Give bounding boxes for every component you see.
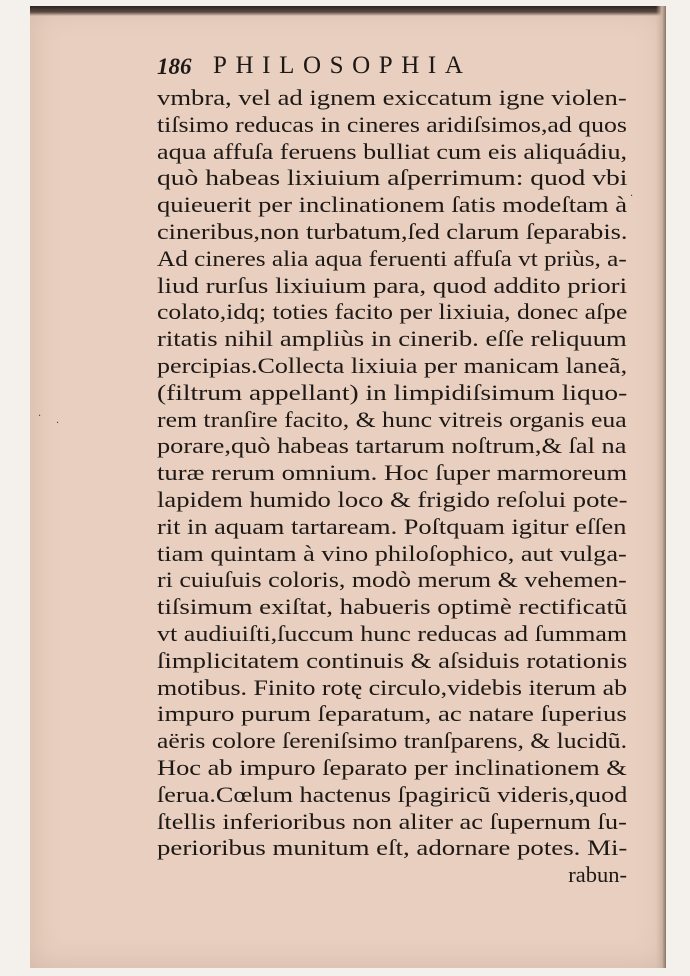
text-line: impuro purum ſeparatum, ac natare ſuperius <box>157 701 627 727</box>
text-line: percipias.Collecta lixiuia per manicam laneã, <box>157 352 628 378</box>
text-line: colato,idq; toties facito per lixiuia, donec aſpe <box>157 299 628 325</box>
running-head: PHILOSOPHIA <box>213 52 472 79</box>
text-line: aqua affuſa feruens bulliat cum eis aliquádiu, <box>157 138 628 164</box>
text-line: cineribus,non turbatum,ſed clarum ſeparabis. <box>157 218 628 244</box>
text-line: ſtellis inferioribus non aliter ac ſupernum ſu- <box>157 808 627 834</box>
text-line: (filtrum appellant) in limpidiſsimum liquo- <box>157 379 628 405</box>
text-line: ritatis nihil ampliùs in cinerib. eſſe reliquum <box>157 326 627 352</box>
text-line: turæ rerum omnium. Hoc ſuper marmoreum <box>157 460 628 486</box>
text-line: aëris colore ſereniſsimo tranſparens, & lucidũ. <box>157 728 627 754</box>
book-page <box>30 6 666 968</box>
text-line: tiam quintam à vino philoſophico, aut vulga- <box>157 540 627 566</box>
catchword: rabun- <box>568 862 627 888</box>
text-line: ri cuiuſuis coloris, modò merum & vehemen- <box>157 567 627 593</box>
text-line: quò habeas lixiuium aſperrimum: quod vbi <box>157 165 628 191</box>
text-line: perioribus munitum eſt, adornare potes. Mi- <box>157 835 628 861</box>
text-line: Ad cineres alia aqua feruenti affuſa vt priùs, a- <box>157 245 627 271</box>
text-line: motibus. Finito rotę circulo,videbis iterum ab <box>157 674 628 700</box>
text-line: Hoc ab impuro ſeparato per inclinationem & <box>157 754 627 780</box>
text-line: porare,quò habeas tartarum noſtrum,& ſal na <box>157 433 627 459</box>
text-line: ſerua.Cœlum hactenus ſpagiricũ videris,quod <box>157 781 628 807</box>
text-line: lapidem humido loco & frigido reſolui pote- <box>157 486 628 512</box>
text-line: vt audiuiſti,ſuccum hunc reducas ad ſummam <box>157 620 628 646</box>
text-line: rem tranſire facito, & hunc vitreis organis eua <box>157 406 627 432</box>
text-line: tiſsimo reducas in cineres aridiſsimos,ad quos <box>157 111 627 137</box>
paper-speck: · <box>56 418 60 429</box>
body-text <box>157 85 657 889</box>
text-line: vmbra, vel ad ignem exiccatum igne violen- <box>157 85 627 110</box>
text-line: quieuerit per inclinationem ſatis modeſtam à <box>157 192 628 218</box>
page-number: 186 <box>157 54 192 79</box>
text-line: liud rurſus lixiuium para, quod addito priori <box>157 272 628 298</box>
text-line: rit in aquam tartaream. Poſtquam igitur eſſen <box>157 513 627 539</box>
text-line: ſimplicitatem continuis & aſsiduis rotationis <box>157 647 628 673</box>
page-header <box>157 50 577 86</box>
page-top-shadow <box>30 6 666 16</box>
paper-speck: · <box>630 191 634 202</box>
text-line: tiſsimum exiſtat, habueris optimè rectificatũ <box>157 594 628 620</box>
paper-speck: · <box>38 411 42 422</box>
